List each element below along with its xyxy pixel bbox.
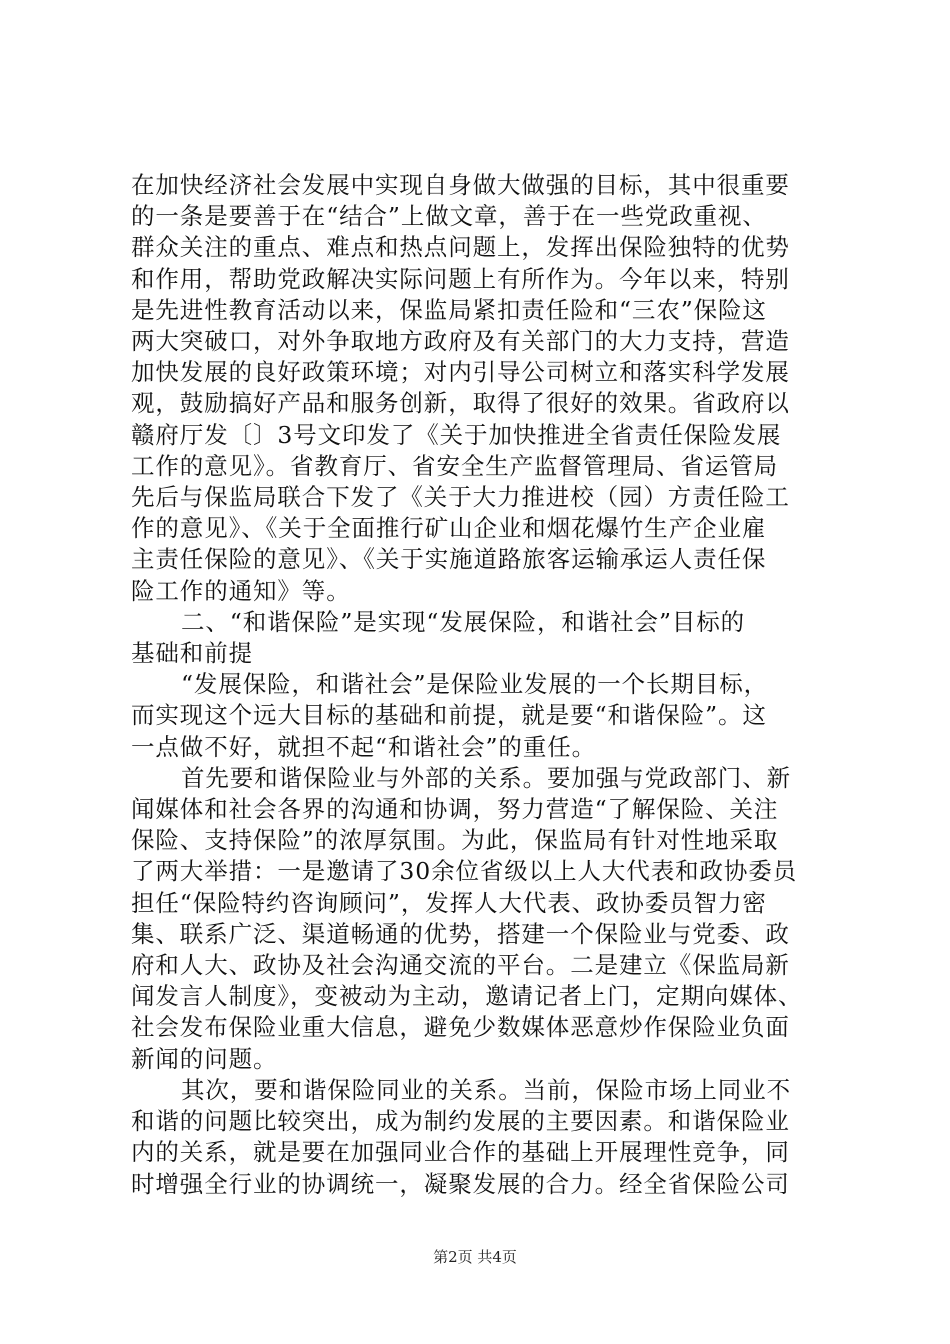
text-line-content: 主责任保险的意见》、《关于实施道路旅客运输承运人责任保 (131, 545, 767, 574)
text-line-content: 集、联系广泛、渠道畅通的优势，搭建一个保险业与党委、政 (131, 919, 790, 948)
text-line (131, 576, 821, 607)
text-line-content: 先后与保监局联合下发了《关于大力推进校（园）方责任险工 (131, 483, 790, 512)
text-line-content: 两大突破口，对外争取地方政府及有关部门的大力支持，营造 (131, 327, 790, 356)
text-line (131, 388, 821, 419)
text-line-content: 时增强全行业的协调统一，凝聚发展的合力。经全省保险公司 (131, 1169, 790, 1198)
text-line (131, 170, 821, 201)
text-line (131, 638, 821, 669)
text-line (131, 264, 821, 295)
text-line-content: 险工作的通知》等。 (131, 576, 351, 605)
text-line-content: 观，鼓励搞好产品和服务创新，取得了很好的效果。省政府以 (131, 389, 790, 418)
text-line (131, 482, 821, 513)
text-line-content: 保险、支持保险”的浓厚氛围。为此，保监局有针对性地采取 (131, 826, 779, 855)
text-line-content: 闻媒体和社会各界的沟通和协调，努力营造“了解保险、关注 (131, 795, 779, 824)
text-line (131, 295, 821, 326)
text-line-content: 基础和前提 (131, 639, 253, 668)
text-line (131, 451, 821, 482)
text-line (131, 825, 821, 856)
text-line (131, 1075, 821, 1106)
text-line-content: 是先进性教育活动以来，保监局紧扣责任险和“三农”保险这 (131, 295, 767, 324)
text-line (131, 669, 821, 700)
text-line-content: 担任“保险特约咨询顾问”，发挥人大代表、政协委员智力密 (131, 888, 767, 917)
text-line-content: 了两大举措：一是邀请了30余位省级以上人大代表和政协委员 (131, 857, 798, 886)
text-line (131, 1169, 821, 1200)
text-line (131, 607, 821, 638)
text-line-content: 而实现这个远大目标的基础和前提，就是要“和谐保险”。这 (131, 701, 767, 730)
text-line-content: 二、“和谐保险”是实现“发展保险，和谐社会”目标的 (181, 607, 746, 636)
text-line-content: 赣府厅发〔〕3号文印发了《关于加快推进全省责任保险发展 (131, 420, 782, 449)
page-footer: 第2页 共4页 (433, 1248, 517, 1266)
text-line-content: 工作的意见》。省教育厅、省安全生产监督管理局、省运管局 (131, 451, 779, 480)
text-line-content: 内的关系，就是要在加强同业合作的基础上开展理性竞争，同 (131, 1138, 790, 1167)
text-line-content: 作的意见》、《关于全面推行矿山企业和烟花爆竹生产企业雇 (131, 514, 767, 543)
text-line (131, 232, 821, 263)
text-line (131, 1012, 821, 1043)
text-line (131, 856, 821, 887)
text-line (131, 1106, 821, 1137)
text-line (131, 201, 821, 232)
text-line (131, 326, 821, 357)
text-line (131, 357, 821, 388)
text-line-content: 加快发展的良好政策环境；对内引导公司树立和落实科学发展 (131, 358, 790, 387)
text-line (131, 888, 821, 919)
text-line-content: 新闻的问题。 (131, 1044, 278, 1073)
text-line (131, 420, 821, 451)
text-line (131, 544, 821, 575)
text-line-content: 社会发布保险业重大信息，避免少数媒体恶意炒作保险业负面 (131, 1013, 790, 1042)
text-line-content: 和谐的问题比较突出，成为制约发展的主要因素。和谐保险业 (131, 1107, 790, 1136)
text-line-content: 在加快经济社会发展中实现自身做大做强的目标，其中很重要 (131, 171, 790, 199)
text-line-content: “发展保险，和谐社会”是保险业发展的一个长期目标， (181, 670, 769, 699)
text-line-content: 群众关注的重点、难点和热点问题上，发挥出保险独特的优势 (131, 233, 790, 262)
text-line-content: 一点做不好，就担不起“和谐社会”的重任。 (131, 732, 597, 761)
text-line (131, 732, 821, 763)
text-line-content: 闻发言人制度》，变被动为主动，邀请记者上门，定期向媒体、 (131, 982, 803, 1011)
text-line-content: 和作用，帮助党政解决实际问题上有所作为。今年以来，特别 (131, 264, 790, 293)
text-line (131, 763, 821, 794)
document-body (131, 170, 821, 1200)
text-line (131, 700, 821, 731)
text-line (131, 950, 821, 981)
text-line-content: 的一条是要善于在“结合”上做文章，善于在一些党政重视、 (131, 202, 767, 231)
text-line (131, 1137, 821, 1168)
text-line-content: 其次，要和谐保险同业的关系。当前，保险市场上同业不 (181, 1075, 791, 1104)
text-line (131, 1044, 821, 1075)
text-line (131, 919, 821, 950)
text-line-content: 首先要和谐保险业与外部的关系。要加强与党政部门、新 (181, 763, 791, 792)
text-line (131, 794, 821, 825)
text-line (131, 513, 821, 544)
text-line (131, 981, 821, 1012)
text-line-content: 府和人大、政协及社会沟通交流的平台。二是建立《保监局新 (131, 951, 790, 980)
